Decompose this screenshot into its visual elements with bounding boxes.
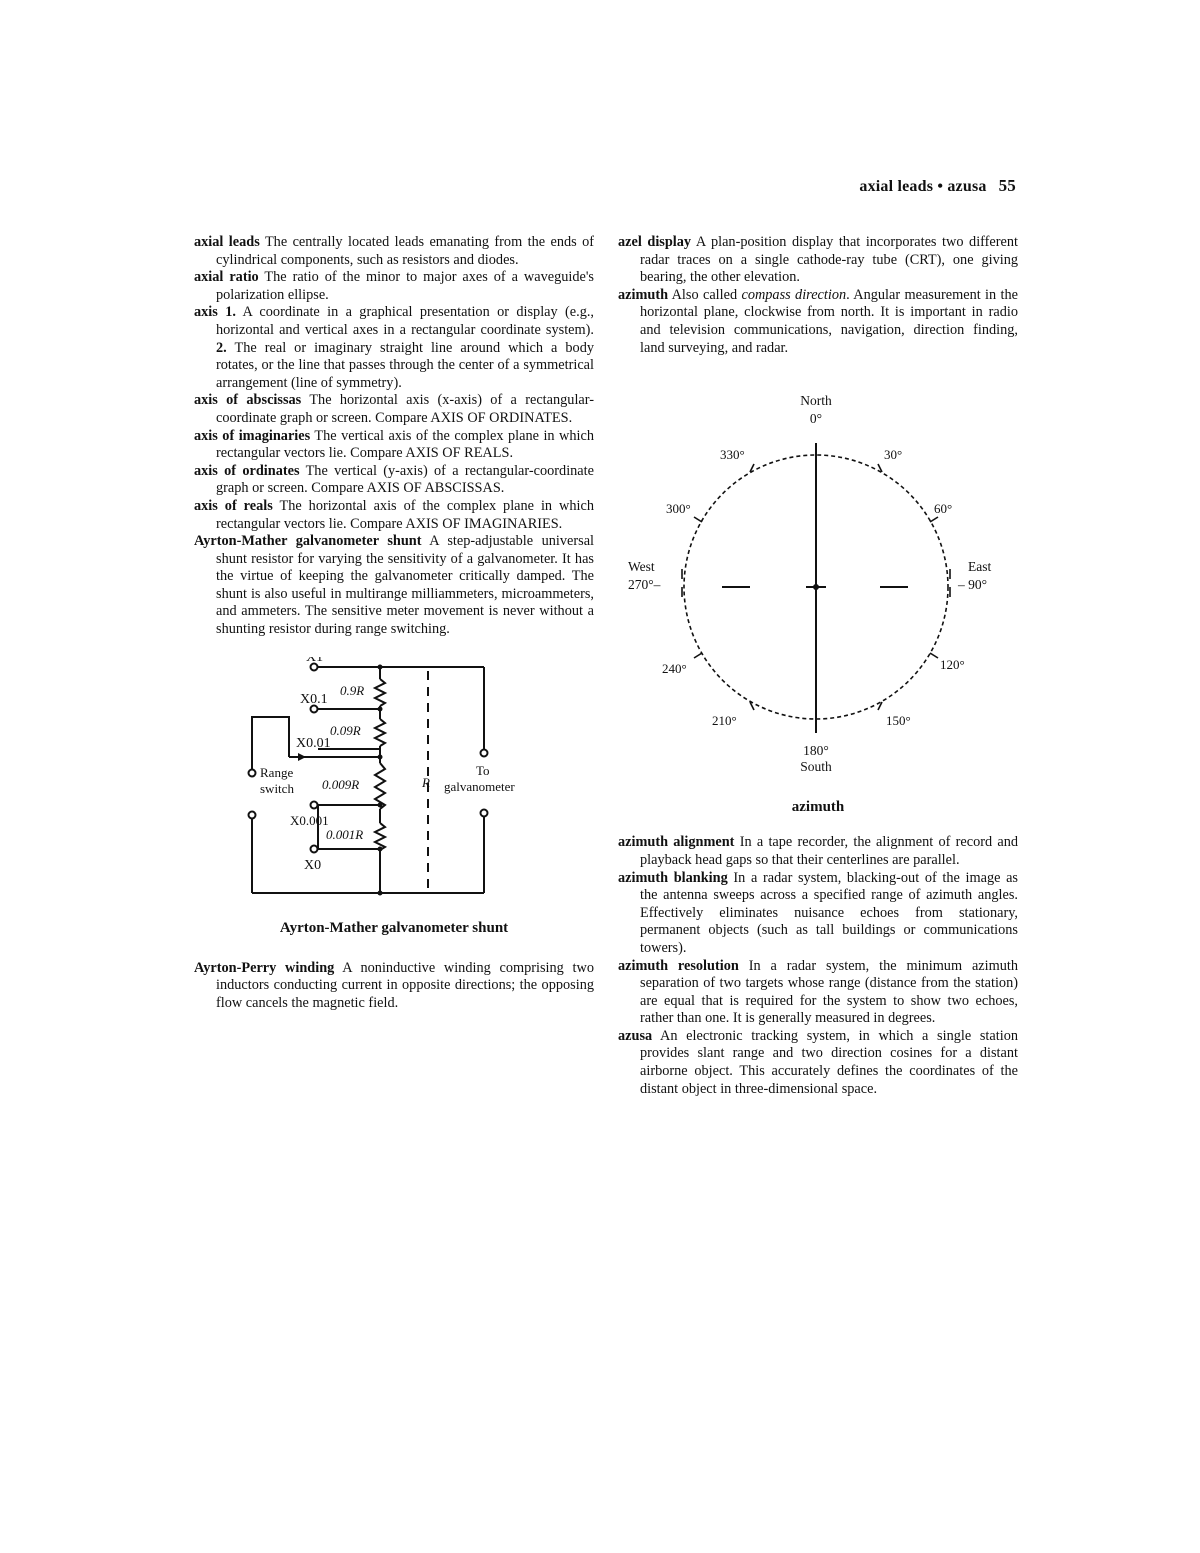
figure-caption-azimuth: azimuth <box>791 798 845 815</box>
label-0-001r: 0.001R <box>326 826 364 842</box>
label-60-deg: 60° <box>934 501 953 517</box>
entry-azusa: azusa An electronic tracking system, in which a single station provides slant range and two direction cosines for a distant airborne object. This accurately defines the coordinates of the distant object in three-dimensional space. <box>618 1027 1018 1097</box>
page-number: 55 <box>998 176 1016 195</box>
entry-axis-of-imaginaries: axis of imaginaries The vertical axis of the complex plane in which rectangular vectors lie. Compare AXIS OF REALS. <box>194 427 594 462</box>
azimuth-figure <box>618 371 1018 816</box>
entry-axial-ratio: axial ratio The ratio of the minor to major axes of a waveguide's polarization ellipse. <box>194 269 594 303</box>
label-x0-001: X0.001 <box>290 812 329 828</box>
label-300-deg: 300° <box>666 501 691 517</box>
entry-axis-of-reals: axis of reals The horizontal axis of the complex plane in which rectangular vectors lie. Compare AXIS OF IMAGINARIES. <box>194 497 594 532</box>
label-to: To <box>476 762 490 778</box>
label-x0-1: X0.1 <box>300 691 328 707</box>
label-0-9r: 0.9R <box>340 682 365 698</box>
entry-azimuth: azimuth Also called compass direction. Angular measurement in the horizontal plane, clockwise from north. It is important in radio and television communications, navigation, direction finding, land surveying, and radar. <box>618 286 1018 356</box>
left-column <box>194 234 594 1013</box>
label-270-deg: 270°– <box>628 577 661 593</box>
label-west: West <box>628 559 655 575</box>
label-range: Range <box>260 764 294 780</box>
right-column <box>618 234 1018 1098</box>
ayrton-mather-figure <box>194 657 594 938</box>
label-150-deg: 150° <box>886 713 911 729</box>
label-switch: switch <box>260 780 294 796</box>
label-0-deg: 0° <box>809 411 823 427</box>
label-0-09r: 0.09R <box>330 722 361 738</box>
label-north: North <box>800 393 832 409</box>
label-120-deg: 120° <box>940 657 965 673</box>
label-south: South <box>800 759 832 772</box>
entry-azimuth-resolution: azimuth resolution In a radar system, the minimum azimuth separation of two targets whose range (distance from the station) are equal that is required for the system to show two echoes, rather than one. It is generally measured in degrees. <box>618 957 1019 1027</box>
entry-axial-leads: axial leads The centrally located leads emanating from the ends of cylindrical components, such as resistors and diodes. <box>194 234 594 268</box>
entry-axis: axis 1. A coordinate in a graphical presentation or display (e.g., horizontal and vertical axes in a rectangular coordinate system). 2. The real or imaginary straight line around which a body rotates, or the line that passes through the center of a symmetrical arrangement (line of symmetry). <box>194 304 595 391</box>
azimuth-compass-diagram <box>618 371 1018 771</box>
shunt-circuit-diagram <box>194 657 594 913</box>
label-90-deg: – 90° <box>958 577 988 593</box>
entry-azimuth-blanking: azimuth blanking In a radar system, blacking-out of the image as the antenna sweeps across a specified range of azimuth angles. Effectively eliminates nuisance echoes from stationary, permanent objects (such as tall buildings or communications towers). <box>618 869 1018 956</box>
entry-ayrton-mather-galvanometer-shunt: Ayrton-Mather galvanometer shunt A step-adjustable universal shunt resistor for varying the sensitivity of a galvanometer. It has the virtue of keeping the galvanometer critically damped. The shunt is also useful in multirange milliammeters, microammeters, and ammeters. The sensitive meter movement is never without a shunting resistor during range switching. <box>194 533 595 638</box>
header-guide-words: axial leads • azusa <box>859 178 987 195</box>
label-east: East <box>968 559 992 575</box>
entry-axis-of-ordinates: axis of ordinates The vertical (y-axis) of a rectangular-coordinate graph or screen. Compare AXIS OF ABSCISSAS. <box>194 462 594 497</box>
label-r: R <box>422 774 430 790</box>
label-240-deg: 240° <box>662 661 687 677</box>
label-30-deg: 30° <box>884 447 903 463</box>
figure-caption-shunt: Ayrton-Mather galvanometer shunt <box>279 920 509 937</box>
label-0-009r: 0.009R <box>322 776 360 792</box>
label-x0: X0 <box>304 857 322 873</box>
label-180-deg: 180° <box>803 743 829 759</box>
label-330-deg: 330° <box>720 447 745 463</box>
label-210-deg: 210° <box>712 713 737 729</box>
label-x0-01: X0.01 <box>296 735 331 751</box>
entry-azimuth-alignment: azimuth alignment In a tape recorder, the alignment of record and playback head gaps so that their centerlines are parallel. <box>618 834 1019 868</box>
label-galvanometer: galvanometer <box>444 778 515 794</box>
running-header <box>859 176 1016 196</box>
entry-axis-of-abscissas: axis of abscissas The horizontal axis (x-axis) of a rectangular-coordinate graph or screen. Compare AXIS OF ORDINATES. <box>194 392 594 426</box>
entry-ayrton-perry-winding: Ayrton-Perry winding A noninductive winding comprising two inductors conducting current in opposite directions; the opposing flow cancels the magnetic field. <box>194 959 594 1012</box>
entry-azel-display: azel display A plan-position display that incorporates two different radar traces on a single cathode-ray tube (CRT), one giving bearing, the other elevation. <box>618 234 1018 286</box>
label-x1: X1 <box>306 656 324 665</box>
